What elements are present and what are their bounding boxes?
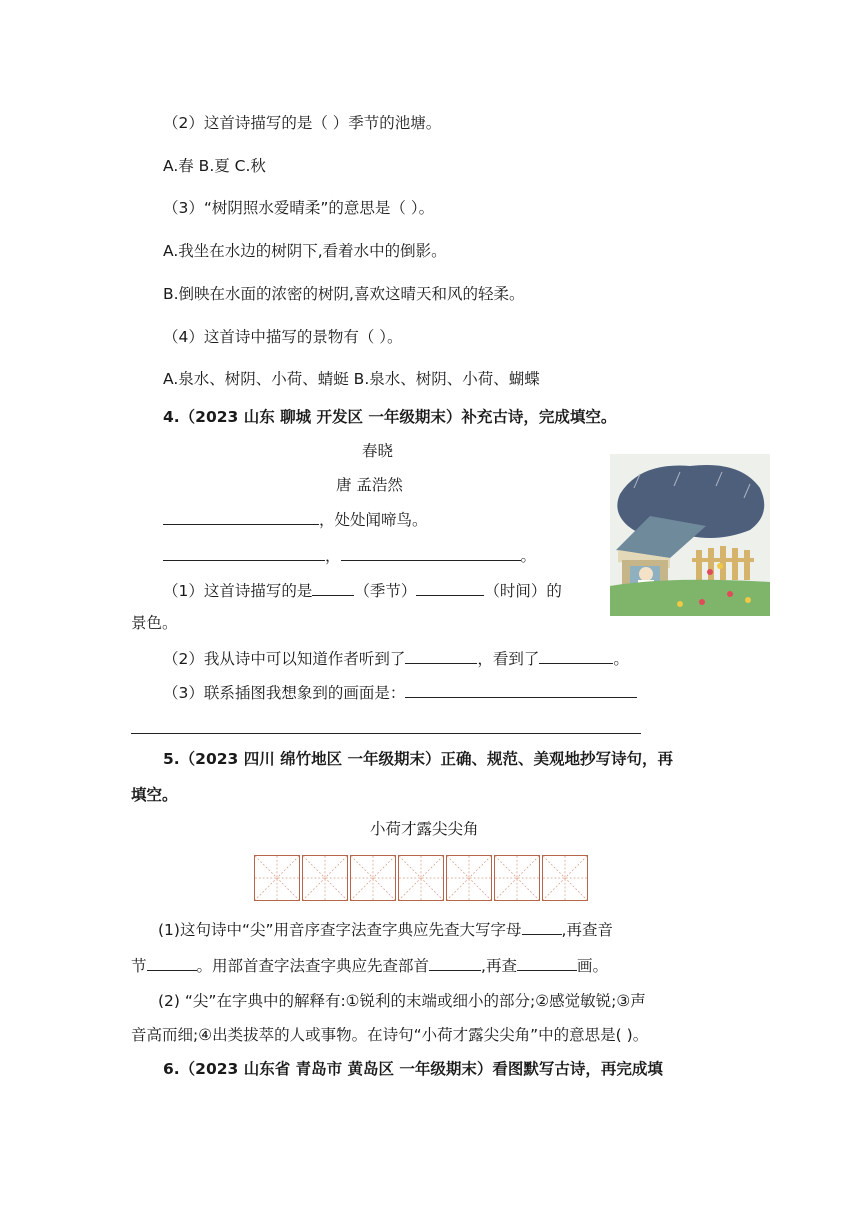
- q4-poem-line2: ， 。: [163, 545, 536, 567]
- poem-illustration: [610, 454, 770, 616]
- q4-poem-title: 春晓: [362, 442, 394, 460]
- q3-sub3-option-a: A.我坐在水边的树阴下,看着水中的倒影。: [163, 242, 447, 260]
- writing-cell[interactable]: [398, 855, 444, 901]
- q3-sub3-option-b: B.倒映在水面的浓密的树阴,喜欢这晴天和风的轻柔。: [163, 285, 525, 303]
- answer-blank[interactable]: [405, 648, 477, 664]
- answer-blank[interactable]: [416, 580, 484, 596]
- q4-sub3: （3）联系插图我想象到的画面是：: [163, 682, 637, 704]
- writing-cell[interactable]: [542, 855, 588, 901]
- answer-blank[interactable]: [163, 545, 325, 561]
- q3-sub3: （3）“树阴照水爱晴柔”的意思是（ ）。: [163, 199, 435, 217]
- q4-sub2: （2）我从诗中可以知道作者听到了 ，看到了 。: [163, 650, 629, 668]
- q5-sub2-line1: (2) “尖”在字典中的解释有:①锐利的末端或细小的部分;②感觉敏锐;③声: [158, 992, 646, 1010]
- q5-verse: 小荷才露尖尖角: [370, 820, 479, 838]
- q4-sub1-continuation: 景色。: [131, 614, 178, 632]
- answer-blank[interactable]: [163, 509, 319, 525]
- q5-sub2-line2: 音高而细;④出类拔萃的人或事物。在诗句“小荷才露尖尖角”中的意思是( )。: [131, 1026, 649, 1044]
- q4-poem-author: 唐 孟浩然: [336, 476, 403, 494]
- q3-sub2-options: A.春 B.夏 C.秋: [163, 157, 266, 175]
- answer-blank[interactable]: [539, 648, 613, 664]
- q3-sub2: （2）这首诗描写的是（ ）季节的池塘。: [163, 114, 442, 132]
- q5-sub1-line1: (1)这句诗中“尖”用音序查字法查字典应先查大写字母 ,再查音: [158, 921, 613, 939]
- q4-heading: 4.（2023 山东 聊城 开发区 一年级期末）补充古诗，完成填空。: [163, 408, 617, 426]
- q5-heading-line2: 填空。: [131, 786, 178, 804]
- answer-blank[interactable]: [429, 955, 481, 971]
- answer-blank[interactable]: [147, 955, 197, 971]
- q3-sub4-options: A.泉水、树阴、小荷、蜻蜓 B.泉水、树阴、小荷、蝴蝶: [163, 370, 540, 388]
- writing-cell[interactable]: [494, 855, 540, 901]
- answer-blank[interactable]: [517, 955, 577, 971]
- q4-poem-line1: ，处处闻啼鸟。: [163, 509, 428, 531]
- answer-blank[interactable]: [405, 682, 637, 698]
- q5-sub1-line2: 节 。用部首查字法查字典应先查部首 ,再查 画。: [131, 957, 608, 975]
- writing-cell[interactable]: [446, 855, 492, 901]
- q5-heading-line1: 5.（2023 四川 绵竹地区 一年级期末）正确、规范、美观地抄写诗句，再: [163, 750, 674, 768]
- answer-blank[interactable]: [522, 919, 562, 935]
- writing-cell[interactable]: [350, 855, 396, 901]
- answer-blank[interactable]: [341, 545, 521, 561]
- writing-cell[interactable]: [254, 855, 300, 901]
- answer-line[interactable]: [131, 733, 641, 734]
- answer-blank[interactable]: [312, 580, 354, 596]
- writing-cell[interactable]: [302, 855, 348, 901]
- q6-heading: 6.（2023 山东省 青岛市 黄岛区 一年级期末）看图默写古诗，再完成填: [163, 1060, 663, 1078]
- writing-grid: [254, 855, 588, 901]
- q3-sub4: （4）这首诗中描写的景物有（ ）。: [163, 328, 403, 346]
- q4-sub1: （1）这首诗描写的是 （季节） （时间）的: [163, 582, 562, 600]
